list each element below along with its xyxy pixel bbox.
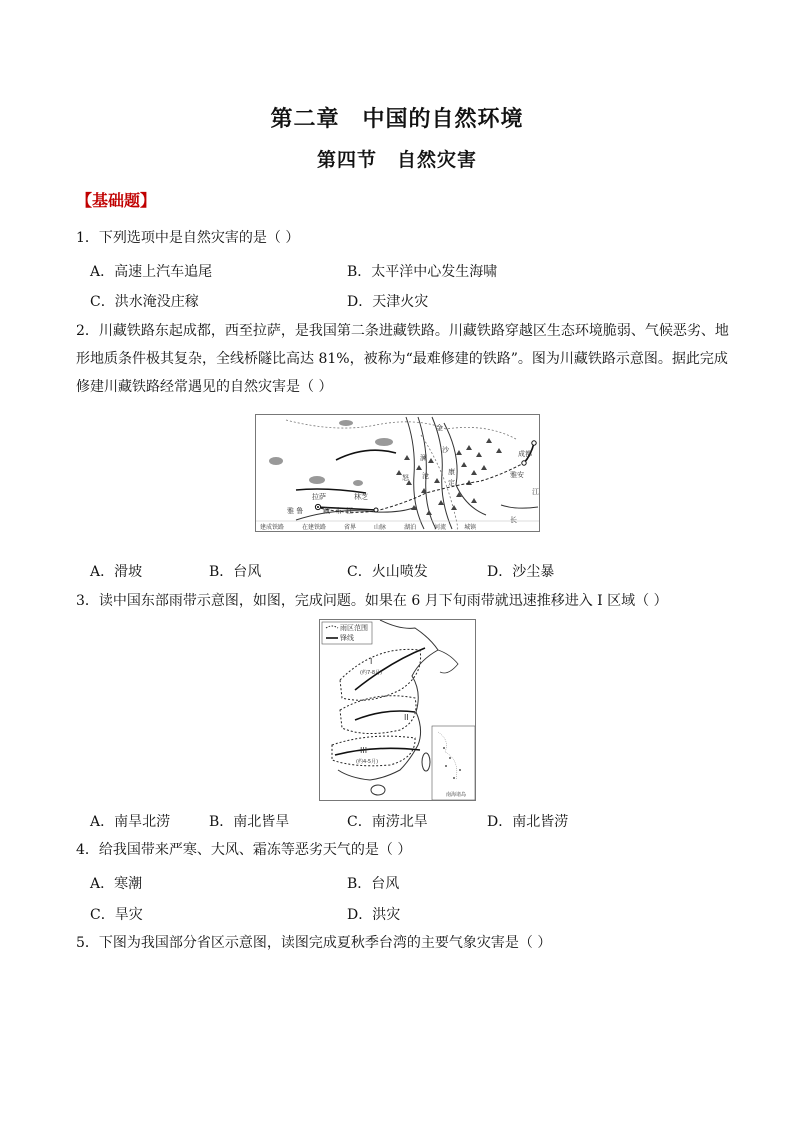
q1-option-b[interactable]: B．太平洋中心发生海啸 xyxy=(347,264,498,280)
question-number: 5． xyxy=(76,935,99,951)
label-lan: 澜 xyxy=(420,454,427,462)
town-marker xyxy=(532,441,536,445)
railway-map-legend xyxy=(260,522,539,531)
question-stem-line-2: 形地质条件极其复杂，全线桥隧比高达 81%，被称为“最难修建的铁路”。图为川藏铁路示意图。据此完成 xyxy=(76,351,728,367)
legend-front: 锋线 xyxy=(340,634,354,642)
legend-river: 河流 xyxy=(434,524,447,531)
front-line xyxy=(335,748,420,755)
q2-option-a[interactable]: A．滑坡 xyxy=(90,564,143,580)
question-2 xyxy=(76,317,736,401)
label-jin: 金 xyxy=(436,424,443,432)
q1-option-a[interactable]: A．高速上汽车追尾 xyxy=(90,264,213,280)
question-1 xyxy=(76,224,726,252)
label-chengdu: 成都 xyxy=(518,450,532,458)
hainan-island xyxy=(371,785,385,795)
q2-option-c[interactable]: C．火山喷发 xyxy=(347,564,428,580)
mountain-range xyxy=(336,450,396,460)
chapter-title: 第二章 中国的自然环境 xyxy=(270,106,524,132)
q3-option-b[interactable]: B．南北皆旱 xyxy=(209,814,290,830)
question-5 xyxy=(76,929,726,957)
region-i-label: I xyxy=(370,657,373,666)
q4-option-d[interactable]: D．洪灾 xyxy=(347,907,401,923)
lake-shape xyxy=(339,420,353,426)
lake-shape xyxy=(375,438,393,446)
question-number: 1． xyxy=(76,230,99,246)
label-sha: 沙 xyxy=(442,446,449,454)
sichuan-tibet-railway-map xyxy=(255,414,540,532)
town-marker xyxy=(522,461,526,465)
q4-option-c[interactable]: C．旱灾 xyxy=(90,907,143,923)
legend-province-border: 省界 xyxy=(344,524,357,531)
q2-option-d[interactable]: D．沙尘暴 xyxy=(487,564,555,580)
q4-option-b[interactable]: B．台风 xyxy=(347,876,400,892)
label-nu: 怒 xyxy=(402,474,409,482)
question-4 xyxy=(76,836,726,864)
question-3 xyxy=(76,587,756,615)
label-yaan: 雅安 xyxy=(510,471,524,479)
label-bu: 布 xyxy=(335,507,342,515)
label-zang: 藏 xyxy=(323,507,330,515)
rain-belt-map xyxy=(319,619,476,801)
legend-completed-railway: 建成铁路 xyxy=(260,524,285,531)
q3-option-a[interactable]: A．南旱北涝 xyxy=(90,814,171,830)
river xyxy=(501,505,538,508)
q4-option-a[interactable]: A．寒潮 xyxy=(90,876,143,892)
question-number: 4． xyxy=(76,842,99,858)
label-linzhi: 林芝 xyxy=(354,493,368,501)
label-jiang2: 江 xyxy=(532,488,539,496)
q3-option-c[interactable]: C．南涝北旱 xyxy=(347,814,428,830)
inset-map-frame xyxy=(432,726,475,800)
lake-shape xyxy=(353,480,363,486)
taiwan-island xyxy=(422,753,430,771)
region-iii-note: (约4-5月) xyxy=(356,759,379,765)
label-chang: 长 xyxy=(510,516,517,524)
region-iii-label: III xyxy=(360,746,368,755)
lake-shape xyxy=(309,476,325,484)
question-stem: 给我国带来严寒、大风、霜冻等恶劣天气的是（ ） xyxy=(98,842,412,858)
section-title: 第四节 自然灾害 xyxy=(316,149,477,171)
town-marker xyxy=(317,506,319,508)
legend-rain-zone: 雨区范围 xyxy=(340,624,368,632)
label-cang: 沧 xyxy=(422,472,429,480)
label-kang: 康 xyxy=(448,468,455,476)
lake-shape xyxy=(269,457,283,465)
peninsula xyxy=(438,650,458,673)
town-marker xyxy=(374,508,378,512)
question-stem: 下列选项中是自然灾害的是（ ） xyxy=(98,230,300,246)
question-stem-line-3: 修建川藏铁路经常遇见的自然灾害是（ ） xyxy=(76,379,333,395)
q3-option-d[interactable]: D．南北皆涝 xyxy=(487,814,569,830)
label-ding: 定 xyxy=(448,479,455,487)
railway-under-construction xyxy=(316,463,524,512)
inset-label: 南海诸岛 xyxy=(446,792,467,798)
q2-option-b[interactable]: B．台风 xyxy=(209,564,262,580)
rain-belt-graphic xyxy=(320,620,475,800)
legend-railway-under-construction: 在建铁路 xyxy=(302,524,327,531)
question-stem-line-1: 川藏铁路东起成都，西至拉萨，是我国第二条进藏铁路。川藏铁路穿越区生态环境脆弱、气候恶劣、地 xyxy=(98,323,729,339)
question-stem: 下图为我国部分省区示意图，读图完成夏秋季台湾的主要气象灾害是（ ） xyxy=(98,935,552,951)
question-number: 2． xyxy=(76,323,99,339)
q1-option-d[interactable]: D．天津火灾 xyxy=(347,294,429,310)
question-number: 3． xyxy=(76,593,99,609)
region-ii-label: II xyxy=(404,713,409,722)
province-border xyxy=(286,420,516,439)
legend-lake: 湖泊 xyxy=(404,524,417,531)
section-label: 【基础题】 xyxy=(76,191,157,210)
label-jiang: 江 xyxy=(346,507,353,515)
q1-option-c[interactable]: C．洪水淹没庄稼 xyxy=(90,294,199,310)
label-yalu: 雅 鲁 xyxy=(287,507,304,515)
question-stem: 读中国东部雨带示意图，如图，完成问题。如果在 6 月下旬雨带就迅速推移进入 I 区域（ ） xyxy=(98,593,668,609)
label-lhasa: 拉萨 xyxy=(312,493,326,501)
legend-town: 城镇 xyxy=(464,524,477,531)
legend-mountain: 山脉 xyxy=(374,524,387,531)
region-i-note: (约7-8月) xyxy=(360,670,383,676)
